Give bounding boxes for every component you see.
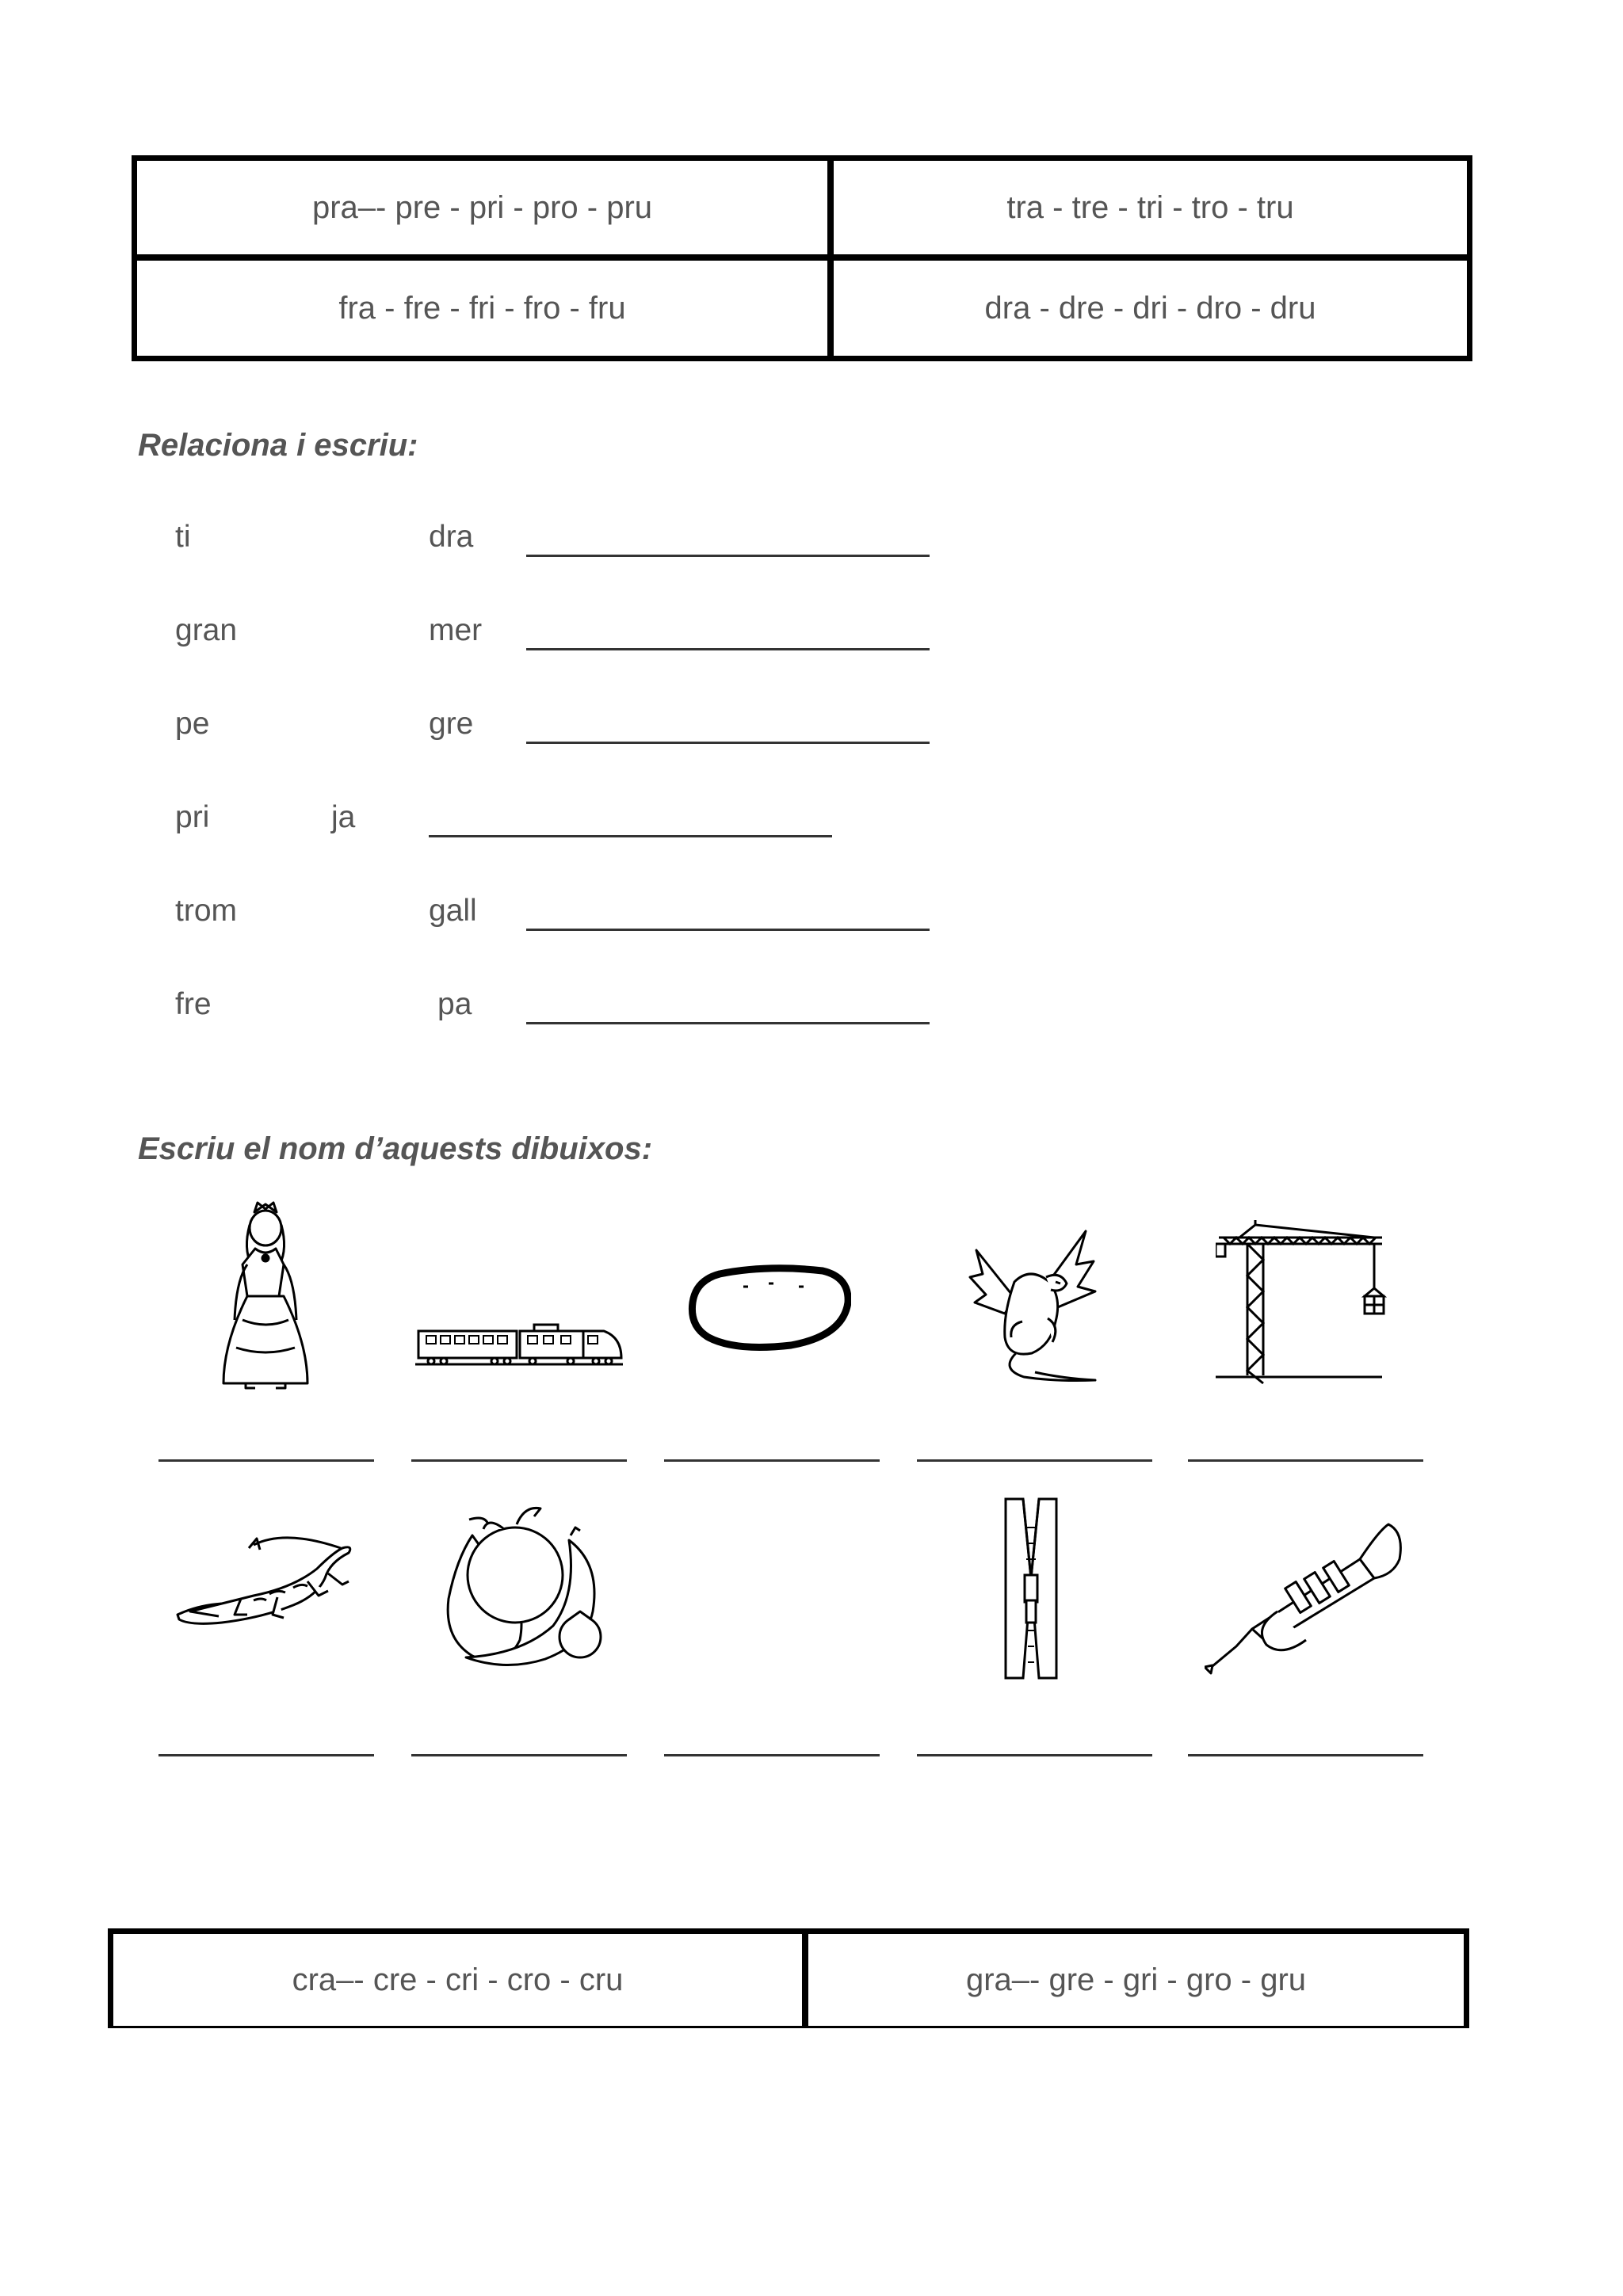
answer-line[interactable] — [664, 1459, 880, 1462]
syllable-cell: dra - dre - dri - dro - dru — [984, 290, 1316, 326]
answer-line[interactable] — [917, 1754, 1152, 1756]
syllable-right: gall — [429, 894, 477, 928]
answer-line[interactable] — [526, 929, 930, 931]
zipper-icon — [1002, 1496, 1060, 1683]
syllable-right: dra — [429, 520, 474, 554]
syllable-left: fre — [175, 987, 212, 1021]
answer-line[interactable] — [917, 1459, 1152, 1462]
table-divider — [137, 254, 1467, 261]
section-heading-relaciona: Relaciona i escriu: — [138, 428, 418, 463]
answer-line[interactable] — [411, 1754, 627, 1756]
syllable-left: pri — [175, 800, 210, 834]
train-icon — [415, 1320, 623, 1371]
syllable-right: pa — [437, 987, 472, 1021]
answer-line[interactable] — [411, 1459, 627, 1462]
stone-icon — [688, 1263, 851, 1352]
answer-line[interactable] — [664, 1754, 880, 1756]
answer-line[interactable] — [158, 1459, 374, 1462]
table-divider — [802, 1934, 808, 2026]
syllable-cell: gra–- gre - gri - gro - gru — [965, 1962, 1307, 1997]
fruit-icon — [422, 1496, 621, 1680]
section-heading-escriu: Escriu el nom d’aquests dibuixos: — [138, 1131, 653, 1166]
syllable-right: gre — [429, 707, 474, 741]
crane-icon — [1216, 1220, 1392, 1386]
dragon-icon — [967, 1226, 1098, 1385]
syllable-left: gran — [175, 613, 238, 647]
syllable-left: trom — [175, 894, 237, 928]
syllable-cell: tra - tre - tri - tro - tru — [1006, 189, 1294, 225]
syllable-right: mer — [429, 613, 483, 647]
syllable-left: pe — [175, 707, 210, 741]
syllable-right: ja — [331, 800, 356, 834]
answer-line[interactable] — [158, 1754, 374, 1756]
answer-line[interactable] — [1188, 1459, 1423, 1462]
answer-line[interactable] — [1188, 1754, 1423, 1756]
syllable-left: ti — [175, 520, 191, 554]
syllable-table-bottom — [108, 1928, 1469, 2028]
princess-icon — [214, 1201, 317, 1391]
answer-line[interactable] — [526, 648, 930, 650]
crocodile-icon — [174, 1529, 358, 1640]
syllable-cell: pra–- pre - pri - pro - pru — [311, 189, 653, 225]
answer-line[interactable] — [526, 742, 930, 744]
answer-line[interactable] — [429, 835, 832, 837]
syllable-table-top — [132, 155, 1472, 361]
answer-line[interactable] — [526, 555, 930, 557]
answer-line[interactable] — [526, 1022, 930, 1024]
syllable-cell: cra–- cre - cri - cro - cru — [292, 1962, 624, 1997]
syllable-cell: fra - fre - fri - fro - fru — [338, 290, 626, 326]
trumpet-icon — [1205, 1520, 1404, 1678]
